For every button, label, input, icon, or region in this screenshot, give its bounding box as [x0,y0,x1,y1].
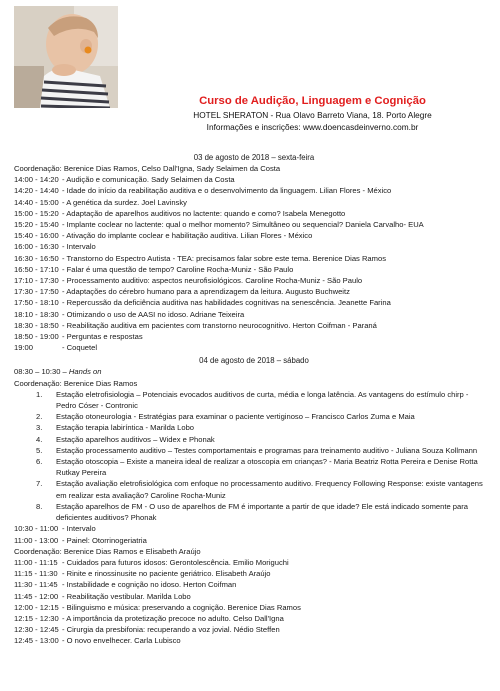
session-time: 12:45 - 13:00 [14,636,59,646]
session-time: 15:00 - 15:20 [14,208,59,218]
schedule-row [14,185,494,196]
schedule-row [14,174,494,185]
schedule-row [14,591,494,602]
session-title: - Processamento auditivo: aspectos neurofisiológicos. Caroline Rocha-Muniz - São Paulo [62,276,363,286]
session-time: 18:50 - 19:00 [14,332,59,342]
session-title: - Rinite e rinossinusite no paciente geriátrico. Elisabeth Araújo [62,569,271,579]
station-number: 5. [36,445,43,455]
schedule-row [14,286,494,297]
handson-label: Hands on [68,367,102,377]
station-text: Estação avaliação eletrofisiológica com enfoque no processamento auditivo. Frequency Following Response: existe vantagens em realizar esta avaliação? Caroline Rocha-Muniz [56,479,483,500]
session-title: - Adaptações do cérebro humano para a aprendizagem da leitura. Augusto Buchweitz [62,287,350,297]
session-time: 16:30 - 16:50 [14,253,59,263]
session-time: 12:30 - 12:45 [14,625,59,635]
session-title: - O novo envelhecer. Carla Lubisco [62,636,181,646]
session-time: 15:20 - 15:40 [14,220,59,230]
session-title: - Bilinguismo e música: preservando a cognição. Berenice Dias Ramos [62,602,301,612]
session-title: - A importância da protetização precoce no adulto. Celso Dall'Igna [62,613,284,623]
session-time: 19:00 [14,343,34,353]
schedule-row [14,568,494,579]
session-time: 12:00 - 12:15 [14,602,59,612]
session-time: 11:00 - 11:15 [14,557,58,567]
child-photo [14,6,118,108]
venue-line: HOTEL SHERATON - Rua Olavo Barreto Viana, 18. Porto Alegre [193,110,432,120]
station-text: Estação aparelhos auditivos – Widex e Phonak [56,434,215,444]
station-text: Estação otoneurologia - Estratégias para examinar o paciente vertiginoso – Francisco Carlos Zuma e Maia [56,412,415,422]
session-time: 14:00 - 14:20 [14,175,59,185]
session-title: - Audição e comunicação. Sady Selaimen da Costa [62,175,235,185]
station-item [14,445,494,456]
session-time: 11:00 - 13:00 [14,535,59,545]
session-time: 18:10 - 18:30 [14,309,59,319]
schedule-row [14,342,494,353]
station-text: Estação terapia labiríntica - Marilda Lobo [56,423,195,433]
schedule-row [14,523,494,534]
station-text: Estação eletrofisiologia – Potenciais evocados auditivos de curta, média e longa latência. As vantagens do estímulo chirp - Pedro Cóser - Contronic [56,389,469,411]
schedule-row [14,275,494,286]
session-title: - Adaptação de aparelhos auditivos no lactente: quando e como? Isabela Menegotto [62,208,346,218]
schedule-row [14,320,494,331]
session-time: 17:10 - 17:30 [14,276,59,286]
station-item [14,389,494,411]
station-number: 1. [36,389,43,399]
schedule-row [14,253,494,264]
schedule-row [14,535,494,546]
day1-schedule [14,174,494,353]
session-title: - Reabilitação auditiva em pacientes com transtorno neurocognitivo. Herton Coifman - Paraná [62,320,377,330]
schedule-row [14,230,494,241]
station-number: 6. [36,457,43,467]
day2-schedule-1 [14,523,494,545]
session-title: - Intervalo [62,524,96,534]
day2-coordination-1: Coordenação: Berenice Dias Ramos [14,378,138,388]
station-number: 2. [36,412,43,422]
day2-date: 04 de agosto de 2018 – sábado [199,356,309,366]
session-title: - Intervalo [62,242,96,252]
station-text: Estação otoscopia – Existe a maneira ideal de realizar a otoscopia em crianças? - Maria Beatriz Rotta Pereira e Denise Rotta Rutkay Pereira [56,457,478,478]
schedule-row [14,579,494,590]
session-title: - Cuidados para futuros idosos: Gerontolescência. Emilio Moriguchi [62,557,289,567]
station-number: 3. [36,423,43,433]
stations-list [14,389,494,523]
schedule-row [14,602,494,613]
session-time: 18:30 - 18:50 [14,320,59,330]
station-item [14,478,494,500]
session-title: - Cirurgia da presbifonia: recuperando a voz jovial. Nédio Steffen [62,625,280,635]
schedule-row [14,635,494,646]
program-content [14,150,494,647]
session-time: 17:30 - 17:50 [14,287,59,297]
course-header [125,93,500,133]
day1-date: 03 de agosto de 2018 – sexta-feira [193,153,315,162]
session-title: - Reabilitação vestibular. Marilda Lobo [62,591,191,601]
station-text: Estação processamento auditivo – Testes comportamentais e programas para treinamento auditivo - Juliana Souza Kollmann [56,445,478,455]
station-number: 4. [36,434,43,444]
session-title: - Perguntas e respostas [62,332,143,342]
station-item [14,456,494,478]
session-time: 16:50 - 17:10 [14,264,59,274]
schedule-row [14,613,494,624]
session-title: - Coquetel [62,343,98,353]
course-title: Curso de Audição, Linguagem e Cognição [199,95,426,107]
day2-coordination-2: Coordenação: Berenice Dias Ramos e Elisabeth Araújo [14,546,201,556]
station-item [14,411,494,422]
handson-time: 08:30 – 10:30 – [14,367,67,377]
schedule-row [14,264,494,275]
session-title: - Transtorno do Espectro Autista - TEA: precisamos falar sobre este tema. Berenice Dias Ramos [62,253,386,263]
session-time: 15:40 - 16:00 [14,231,59,241]
schedule-row [14,557,494,568]
schedule-row [14,309,494,320]
schedule-row [14,208,494,219]
session-time: 11:15 - 11:30 [14,569,58,579]
station-item [14,434,494,445]
session-time: 10:30 - 11:00 [14,524,59,534]
station-number: 7. [36,479,43,489]
schedule-row [14,297,494,308]
session-title: - Idade do início da reabilitação auditiva e o desenvolvimento da linguagem. Lilian Flores - México [62,186,392,196]
session-time: 11:30 - 11:45 [14,580,58,590]
schedule-row [14,219,494,230]
station-number: 8. [36,501,43,511]
station-item [14,501,494,523]
session-title: - Painel: Otorrinogeriatria [62,535,147,545]
session-title: - Falar é uma questão de tempo? Caroline Rocha-Muniz - São Paulo [62,264,294,274]
day1-coordination: Coordenação: Berenice Dias Ramos, Celso Dall'Igna, Sady Selaimen da Costa [14,164,281,173]
session-time: 14:40 - 15:00 [14,197,59,207]
session-title: - Otimizando o uso de AASI no idoso. Adriane Teixeira [62,309,245,319]
schedule-row [14,624,494,635]
station-text: Estação aparelhos de FM - O uso de aparelhos de FM é importante a partir de que idade? Ele está indicado somente para deficientes auditivos? Phonak [56,501,468,523]
day2-schedule-2 [14,557,494,647]
session-time: 12:15 - 12:30 [14,613,59,623]
schedule-row [14,241,494,252]
session-time: 16:00 - 16:30 [14,242,59,252]
session-time: 17:50 - 18:10 [14,298,59,308]
handson-line [14,366,494,377]
session-title: - Instabilidade e cognição no idoso. Herton Coifman [62,580,237,590]
session-time: 14:20 - 14:40 [14,186,59,196]
session-title: - Ativação do implante coclear e habilitação auditiva. Lilian Flores - México [62,231,313,241]
session-time: 11:45 - 12:00 [14,591,59,601]
child-photo-illustration [14,6,118,108]
info-line: Informações e inscrições: www.doencasdeinverno.com.br [206,122,419,132]
station-item [14,422,494,433]
schedule-row [14,331,494,342]
session-title: - A genética da surdez. Joel Lavinsky [62,197,187,207]
schedule-row [14,197,494,208]
session-title: - Repercussão da deficiência auditiva nas habilidades cognitivas na senescência. Jeanette Farina [62,298,391,308]
session-title: - Implante coclear no lactente: qual o melhor momento? Simultâneo ou sequencial? Daniela Carvalho- EUA [62,220,424,230]
